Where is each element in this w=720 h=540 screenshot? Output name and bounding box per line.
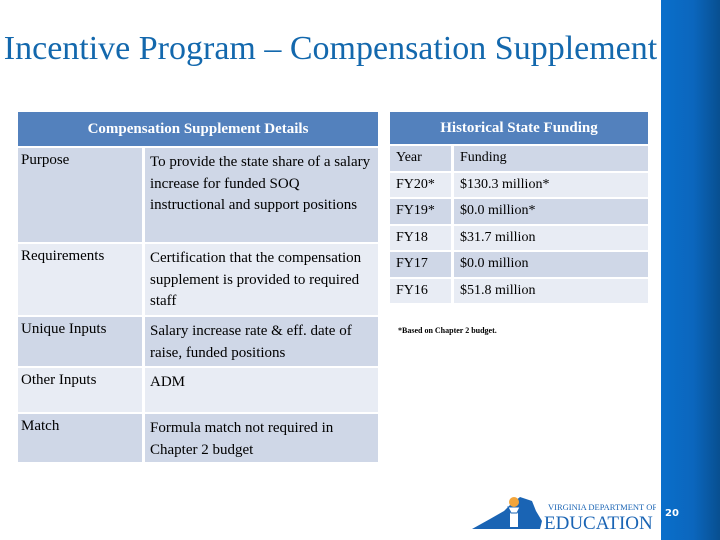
table-row	[390, 250, 648, 277]
table-row	[390, 277, 648, 304]
table-row	[18, 315, 378, 366]
row-value: To provide the state share of a salary increase for funded SOQ instructional and support positions	[142, 148, 378, 242]
details-table	[18, 112, 378, 462]
slide-title-text: Incentive Program – Compensation Supplement	[3, 30, 658, 67]
funding-cell: $0.0 million	[460, 256, 529, 271]
column-header-year: Year	[390, 146, 454, 171]
row-value: Formula match not required in Chapter 2 budget	[142, 414, 378, 462]
table-row	[390, 197, 648, 224]
row-label: Purpose	[21, 152, 70, 168]
row-label: Other Inputs	[21, 372, 97, 388]
funding-table	[390, 112, 648, 303]
year-cell: FY18	[390, 226, 454, 251]
svg-text:VIRGINIA DEPARTMENT OF: VIRGINIA DEPARTMENT OF	[548, 502, 656, 512]
year-cell: FY19*	[390, 199, 454, 224]
vdoe-logo	[470, 493, 656, 533]
table-row	[18, 366, 378, 412]
table-row	[18, 242, 378, 315]
footnote: *Based on Chapter 2 budget.	[398, 326, 497, 335]
funding-cell: $31.7 million	[460, 229, 536, 245]
slide-title	[0, 28, 661, 70]
funding-column-headers	[390, 144, 648, 171]
page-number: 20	[665, 508, 679, 519]
funding-cell: $130.3 million*	[460, 176, 550, 192]
table-row	[18, 412, 378, 462]
table-row	[18, 146, 378, 242]
row-label: Match	[21, 418, 60, 434]
virginia-map-torch-icon	[470, 493, 656, 533]
row-label: Requirements	[21, 248, 105, 264]
table-row	[390, 171, 648, 198]
row-value: Salary increase rate & eff. date of raise, funded positions	[142, 317, 378, 366]
year-cell: FY20*	[390, 173, 454, 198]
details-table-header: Compensation Supplement Details	[18, 112, 378, 146]
row-label: Unique Inputs	[21, 321, 107, 337]
row-value: ADM	[142, 368, 378, 412]
svg-text:EDUCATION: EDUCATION	[544, 513, 653, 533]
row-value: Certification that the compensation supplement is provided to required staff	[142, 244, 378, 315]
table-row	[390, 224, 648, 251]
funding-cell: $51.8 million	[460, 282, 536, 298]
side-accent-bar	[661, 0, 720, 540]
column-header-funding: Funding	[460, 150, 507, 165]
funding-table-header: Historical State Funding	[390, 112, 648, 144]
year-cell: FY17	[390, 252, 454, 277]
funding-cell: $0.0 million*	[460, 203, 536, 218]
year-cell: FY16	[390, 279, 454, 304]
